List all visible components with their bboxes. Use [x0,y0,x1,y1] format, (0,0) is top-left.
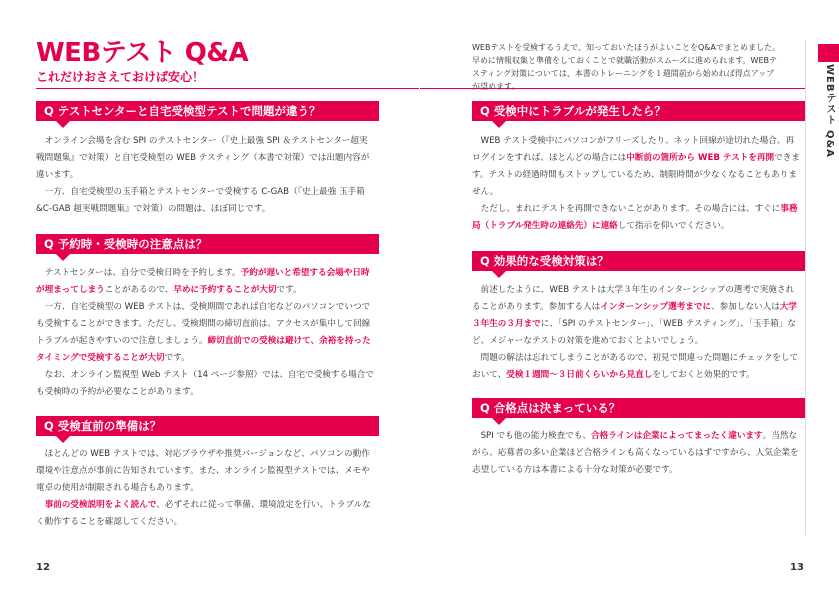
text-run: できます。テストの経過時間もストップしているため、制限時間が少なくなることもありません。 [472,153,800,197]
text-run: です。 [164,353,190,363]
highlight-text: 中断前の箇所から WEB テストを再開 [626,153,775,163]
text-run: 前述したように、WEB テストは大学３年生のインターンシップの選考で実施されることがあります。参加する人は [472,285,795,312]
page-number: 13 [790,562,804,573]
answer-body-2 [36,265,375,401]
paragraph [36,446,375,497]
text-run: オンライン会場を含む SPI のテストセンター（『史上最強 SPI ＆テストセンター超実戦問題集』で対策）と自宅受検型の WEB テスティング（本書で対策）では出題内容が違います。 [36,136,370,180]
left-page [0,0,419,595]
heading-pointer [492,121,506,128]
paragraph [36,367,375,401]
highlight-text: 締切直前での受検は避けて、余裕を持ったタイミングで受検することが大切 [36,336,371,363]
question-heading-2: Q 予約時・受検時の注意点は？ [36,234,379,254]
text-run: WEB テスト受検中にパソコンがフリーズしたり、ネット回線が途切れた場合、再ログインをすれば、ほとんどの場合には [472,136,795,163]
paragraph [472,201,802,235]
highlight-text: 大学３年生の３月まで [472,302,798,329]
paragraph [36,299,375,367]
highlight-text: 受検１週間〜３日前くらいから見直し [506,370,653,380]
section-tab-label: WEBテスト Q&A [824,64,835,158]
heading-pointer [56,436,70,443]
highlight-text: 合格ラインは企業によってまったく違います [591,431,763,441]
right-page [420,0,839,595]
answer-body-4 [472,133,802,235]
text-run: 。当然ながら、応募者の多い企業ほど合格ラインも高くなっているはずですから、人気企業を志望している方は本書による十分な対策が必要です。 [472,431,799,475]
paragraph [36,184,375,218]
text-run: 問題の解法は忘れてしまうことがあるので、初見で間違った問題にチェックをしておいて、 [472,353,799,380]
section-tab [818,44,839,62]
text-run: ただし、まれにテストを再開できないことがあります。その場合には、すぐに [480,204,781,214]
answer-body-1 [36,133,375,218]
text-run: です。 [276,285,302,295]
page-number: 12 [36,562,50,573]
highlight-text: 予約が遅いと希望する会場や日時が埋まってしまう [36,268,370,295]
paragraph [36,497,375,531]
question-heading-4: Q 受検中にトラブルが発生したら？ [472,101,805,121]
paragraph [472,133,802,201]
text-run: 一方、自宅受検型の WEB テストは、受検期間であれば自宅などのパソコンでいつでも受検することができます。ただし、受検期間の締切直前は、アクセスが集中して回線トラブルが起きやすいので注意しましょう。 [36,302,371,346]
answer-body-6 [472,428,802,479]
text-run: なお、オンライン監視型 Web テスト（14 ページ参照）では、自宅で受検する場合でも受検時の予約が必要なことがあります。 [36,370,374,397]
paragraph [36,133,375,184]
answer-body-3 [36,446,375,531]
question-heading-1: Q テストセンターと自宅受検型テストで問題が違う？ [36,101,379,121]
highlight-text: インターンシップ選考までに [600,302,712,312]
highlight-text: 事前の受検説明をよく読んで [44,500,157,510]
paragraph [472,350,802,384]
question-heading-3: Q 受検直前の準備は？ [36,416,379,436]
question-heading-6: Q 合格点は決まっている？ [472,398,805,418]
heading-pointer [492,418,506,425]
question-heading-5: Q 効果的な受検対策は？ [472,251,805,271]
text-run: をしておくと効果的です。 [652,370,755,380]
page-title: WEBテスト Q&A [36,38,249,68]
text-run: 、必ずそれに従って準備、環境設定を行い、トラブルなく動作することを確認してください。 [36,500,371,527]
paragraph [472,282,802,350]
text-run: 、参加しない人は [711,302,780,312]
page-divider [805,40,806,535]
text-run: ほとんどの WEB テストでは、対応ブラウザや推奨バージョンなど、パソコンの動作環境や注意点が事前に告知されています。また、オンライン監視型テストでは、メモや電卓の使用が制限される場合もあります。 [36,449,370,493]
paragraph [472,428,802,479]
heading-pointer [56,254,70,261]
intro-text: WEBテストを受検するうえで、知っておいたほうがよいことをQ&Aでまとめました。早めに情報収集と準備をしておくことで就職活動がスムーズに進められます。WEBテスティング対策については、本書のトレーニングを１週間前から始めれば得点アップが望めます。 [472,43,780,91]
text-run: して指示を仰いでください。 [617,221,730,231]
text-run: SPI でも他の能力検査でも、 [480,431,592,441]
answer-body-5 [472,282,802,384]
text-run: に、「SPI のテストセンター」、「WEB テスティング」、「玉手箱」など、メジャーなテストの対策を進めておくとよいでしょう。 [472,319,797,346]
page-subtitle: これだけおさえておけば安心！ [36,70,205,84]
highlight-text: 早めに予約することが大切 [173,285,277,295]
title-rule [420,88,805,89]
paragraph [36,265,375,299]
heading-pointer [492,271,506,278]
highlight-text: 事務局（トラブル発生時の連絡先）に連絡 [472,204,798,231]
text-run: ことがあるので、 [104,285,174,295]
text-run: 一方、自宅受検型の玉手箱とテストセンターで受検する C-GAB（『史上最強 玉手箱 &C-GAB 超実戦問題集』で対策）の問題は、ほぼ同じです。 [36,187,365,214]
title-rule [36,88,419,89]
text-run: テストセンターは、自分で受検日時を予約します。 [44,268,241,278]
heading-pointer [56,121,70,128]
